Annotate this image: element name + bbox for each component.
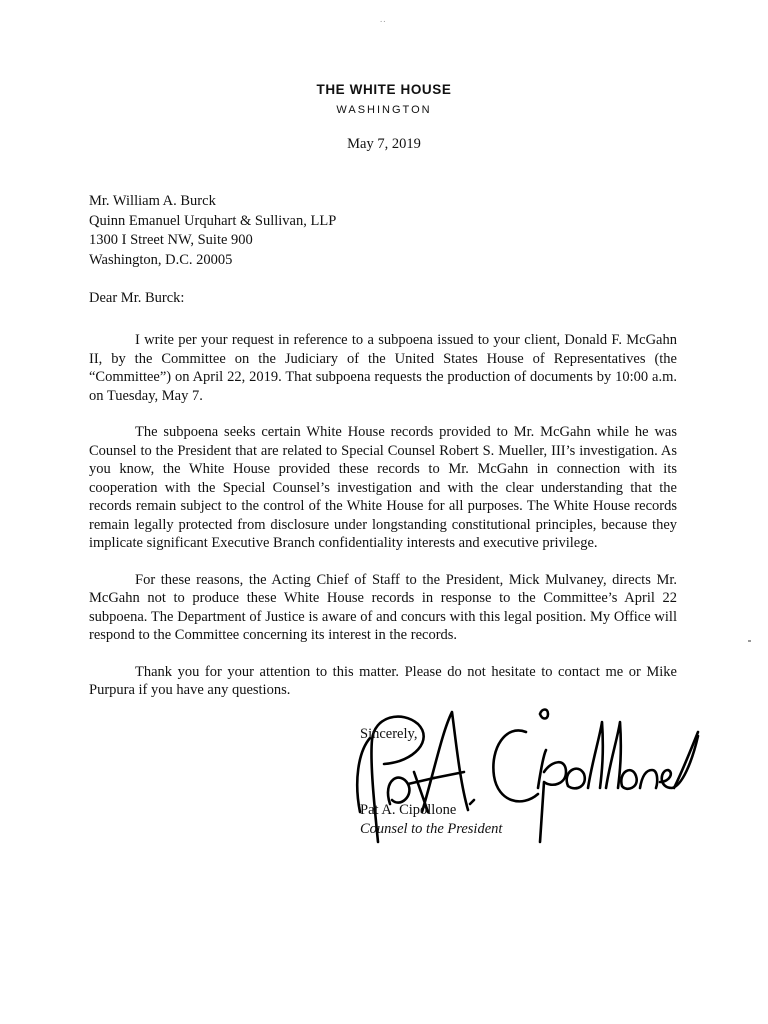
recipient-firm: Quinn Emanuel Urquhart & Sullivan, LLP	[89, 212, 337, 229]
recipient-city: Washington, D.C. 20005	[89, 251, 233, 268]
letter-body	[89, 331, 677, 718]
scan-mark	[748, 640, 751, 642]
top-mark: ..	[380, 14, 387, 24]
salutation: Dear Mr. Burck:	[89, 290, 185, 306]
signer-block	[360, 801, 502, 838]
body-paragraph-2: The subpoena seeks certain White House records provided to Mr. McGahn while he was Counsel to the President that are related to Special Counsel Robert S. Mueller, III’s investigation. As you know, the White House provided these records to Mr. McGahn in connection with its cooperation with the Special Counsel’s investigation and with the clear understanding that the records remain subject to the control of the White House for all purposes. The White House records remain legally protected from disclosure under longstanding constitutional principles, because they implicate significant Executive Branch confidentiality interests and executive privilege.	[89, 424, 677, 551]
letterhead-subtitle: WASHINGTON	[336, 104, 432, 116]
letter-date: May 7, 2019	[347, 136, 421, 152]
signer-name: Pat A. Cipollone	[360, 802, 457, 818]
recipient-address	[89, 192, 336, 270]
closing: Sincerely,	[360, 726, 418, 742]
body-paragraph-3: For these reasons, the Acting Chief of Staff to the President, Mick Mulvaney, directs Mr. McGahn not to produce these White House records in response to the Committee’s April 22 subpoena. The Department of Justice is aware of and concurs with this legal position. My Office will respond to the Committee concerning its interest in the records.	[89, 571, 677, 643]
body-paragraph-4: Thank you for your attention to this matter. Please do not hesitate to contact me or Mike Purpura if you have any questions.	[89, 663, 677, 698]
body-paragraph-1: I write per your request in reference to a subpoena issued to your client, Donald F. McGahn II, by the Committee on the Judiciary of the United States House of Representatives (the “Committee”) on April 22, 2019. That subpoena requests the production of documents by 10:00 a.m. on Tuesday, May 7.	[89, 332, 677, 404]
recipient-name: Mr. William A. Burck	[89, 193, 216, 209]
letterhead	[0, 82, 768, 116]
letterhead-title: THE WHITE HOUSE	[316, 82, 452, 97]
signer-title: Counsel to the President	[360, 820, 503, 837]
recipient-street: 1300 I Street NW, Suite 900	[89, 232, 253, 248]
